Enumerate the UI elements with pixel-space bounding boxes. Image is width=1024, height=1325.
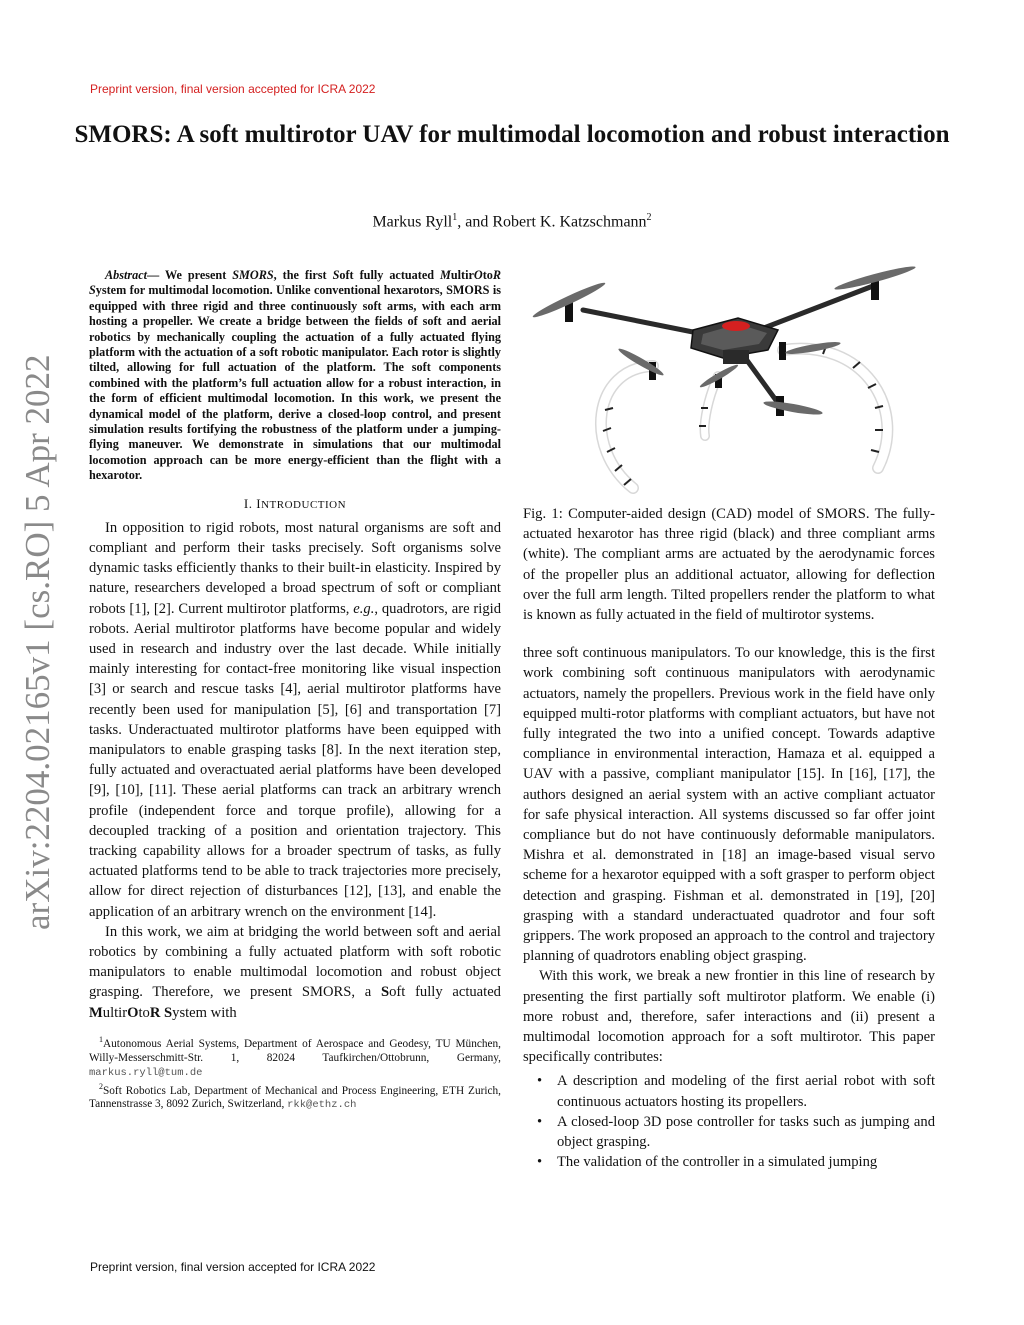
abstract-text: S xyxy=(332,268,340,282)
bullet-icon: • xyxy=(537,1154,543,1171)
footnotes xyxy=(89,1033,501,1113)
abstract-label: Abstract xyxy=(105,268,147,282)
paragraph-text: O xyxy=(127,1004,139,1021)
paragraph-text: In opposition to rigid robots, most natural organisms are soft and compliant and perform their tasks precisely. Soft organisms solve dynamic tasks efficiently thanks to their built-in elasticity. Inspired by nature, researchers developed a broad spectrum of soft or compliant robots [1], [2]. Current multirotor platforms, xyxy=(89,519,501,617)
abstract-text: ultir xyxy=(450,268,474,282)
author-separator: , and xyxy=(457,213,493,231)
footnote-mark: 2 xyxy=(99,1081,103,1091)
intro-paragraph-1 xyxy=(89,518,501,922)
figure-caption: Fig. 1: Computer-aided design (CAD) model of SMORS. The fully-actuated hexarotor has three rigid (black) and three compliant arms (white). The compliant arms are actuated by the aerodynamic forces of the propeller plus an additional actuator, allowing for deflection over the full arm length. Tilted propellers render the platform to what is known as fully actuated in the field of multirotor systems. xyxy=(523,506,935,624)
abstract-text: R xyxy=(492,268,502,282)
paragraph-text: , quadrotors, are rigid robots. Aerial multirotor platforms have become popular and widely used in research and industry over the last decade. While initially mainly interesting for contact-free monitoring like visual inspection [3] or search and rescue tasks [4], aerial multirotor platforms have recently been used for manipulation [5], [6] and transportation [7] tasks. Underactuated multirotor platforms have been equipped with manipulators to enable grasping tasks [8]. In the next iteration step, fully actuated and overactuated aerial platforms have been developed [9], [10], [11]. These aerial platforms can track an arbitrary wrench profile (independent force and torque profile), allowing for a decoupled tracking of a position and orientation trajectory. This tracking capability allows for a broader spectrum of tasks, as fully actuated platforms tend to be able to track trajectories more precisely, allow for direct rejection of disturbances [12], [13], and enable the application of an arbitrary wrench on the environment [14]. xyxy=(89,600,501,920)
abstract-text: M xyxy=(440,268,451,282)
section-title-rest: NTRODUCTION xyxy=(261,498,347,511)
author-line xyxy=(60,212,964,231)
paper-title: SMORS: A soft multirotor UAV for multimodal locomotion and robust interaction xyxy=(74,121,950,148)
right-paragraph-1: three soft continuous manipulators. To our knowledge, this is the first work combining soft continuous manipulators with aerodynamic actuators, namely the propellers. Previous work in the field have only equipped multi-rotor platforms with compliant actuators, but have not fully integrated the two into a unified concept. Towards adaptive compliance in environmental interaction, Hamaza et al. equipped a UAV with a passive, compliant manipulator [15]. In [16], [17], the authors designed an aerial system with an active compliant actuator for safe physical interaction. All systems discussed so far offer joint compliance but do not have continuously deformable manipulators. Mishra et al. demonstrated in [18] an image-based visual servo scheme for a hexarotor equipped with a soft grasper to perform object detection and grasping. Fishman et al. demonstrated in [19], [20] grasping with a standard underactuated quadrotor and four soft grippers. The work proposed an approach to the control and trajectory planning of quadrotors enabling object grasping. xyxy=(523,645,935,965)
abstract-text: O xyxy=(473,268,483,282)
footnote-2 xyxy=(89,1080,501,1113)
list-item xyxy=(523,1112,935,1152)
paragraph-text: oft fully actuated xyxy=(389,984,501,1001)
propeller xyxy=(698,362,739,389)
paragraph-text: ultir xyxy=(102,1004,128,1021)
list-item xyxy=(523,1152,935,1172)
section-number: I. xyxy=(243,495,257,511)
abstract-text: oft fully actuated xyxy=(339,268,441,282)
abstract-text: , the first xyxy=(273,268,333,282)
abstract-text: — We present xyxy=(146,268,233,282)
abstract xyxy=(89,268,501,484)
left-column xyxy=(89,268,501,1112)
contributions-list xyxy=(523,1071,935,1172)
list-item-text: The validation of the controller in a simulated jumping xyxy=(557,1154,878,1171)
paragraph-text: to xyxy=(138,1004,150,1021)
email-link[interactable]: rkk@ethz.ch xyxy=(287,1099,357,1112)
email-link[interactable]: markus.ryll@tum.de xyxy=(89,1066,203,1079)
abstract-text: ystem for multimodal locomotion. Unlike conventional hexarotors, SMORS is equipped with three rigid and three continuously soft arms, with each arm hosting a propeller. We create a bridge between the fields of soft and aerial robotics by mechanically coupling the actuation of a fully actuated flying platform with the actuation of a soft robotic manipulator. Each rotor is slightly tilted, allowing for full actuation of the platform. The soft components combined with the platform’s full actuation allow for a robust interaction, in the form of efficient multimodal locomotion. In this work, we present the dynamical model of the platform, derive a closed-loop control, and present simulation results fortifying the robustness of the platform under a jumping-flying maneuver. We demonstrate in simulations that our multimodal locomotion approach can be more energy-efficient than the flight with a hexarotor. xyxy=(89,283,501,483)
paragraph-text: R xyxy=(149,1004,161,1021)
list-item xyxy=(523,1071,935,1111)
red-cap xyxy=(722,321,750,331)
paragraph-text: ystem with xyxy=(172,1004,237,1021)
right-paragraph-2: With this work, we break a new frontier in this line of research by presenting the first partially soft multirotor platform. We enable (i) more robust and, therefore, safer interactions and (ii) present a multimodal locomotion approach for a soft multirotor. This paper specifically contributes: xyxy=(523,968,935,1066)
paragraph-text: e.g. xyxy=(353,600,375,617)
abstract-text: SMORS xyxy=(232,268,274,282)
paragraph-text: In this work, we aim at bridging the world between soft and aerial robotics by combining a fully actuated platform with soft robotic manipulators to enable multimodal locomotion and robust object grasping. Therefore, we present SMORS, a xyxy=(89,923,501,1001)
list-item-text: A description and modeling of the first aerial robot with soft continuous actuators hosting its propellers. xyxy=(557,1073,935,1110)
footnote-text: Soft Robotics Lab, Department of Mechanical and Process Engineering, ETH Zurich, Tannenstrasse 3, 8092 Zurich, Switzerland, xyxy=(89,1084,501,1111)
footnote-mark: 1 xyxy=(99,1034,103,1044)
footnote-1 xyxy=(89,1033,501,1080)
bullet-icon: • xyxy=(537,1113,543,1130)
preprint-header: Preprint version, final version accepted for ICRA 2022 xyxy=(90,82,376,96)
paragraph-text: S xyxy=(164,1004,173,1021)
preprint-footer: Preprint version, final version accepted for ICRA 2022 xyxy=(90,1260,376,1274)
bullet-icon: • xyxy=(537,1073,543,1090)
right-column xyxy=(523,258,935,1173)
section-heading-introduction xyxy=(89,496,501,512)
paragraph-text: S xyxy=(381,984,390,1001)
hexarotor-cad-illustration xyxy=(523,258,935,498)
abstract-text: to xyxy=(482,268,493,282)
intro-paragraph-2 xyxy=(89,922,501,1023)
footnote-text: Autonomous Aerial Systems, Department of Aerospace and Geodesy, TU München, Willy-Messerschmitt-Str. 1, 82024 Taufkirchen/Ottobrunn, Germany, xyxy=(89,1037,501,1064)
section-title-initial: I xyxy=(256,495,262,511)
author-name: Robert K. Katzschmann xyxy=(492,213,647,231)
affiliation-mark: 1 xyxy=(452,212,458,223)
abstract-text: S xyxy=(89,283,96,298)
affiliation-mark: 2 xyxy=(646,212,652,223)
list-item-text: A closed-loop 3D pose controller for tasks such as jumping and object grasping. xyxy=(557,1113,935,1151)
figure-1-cad-model xyxy=(523,258,935,498)
propeller xyxy=(531,279,607,322)
arxiv-stamp: arXiv:2204.02165v1 [cs.RO] 5 Apr 2022 xyxy=(18,354,57,930)
paragraph-text: M xyxy=(89,1004,103,1021)
propeller xyxy=(763,396,823,417)
author-name: Markus Ryll xyxy=(372,213,453,231)
